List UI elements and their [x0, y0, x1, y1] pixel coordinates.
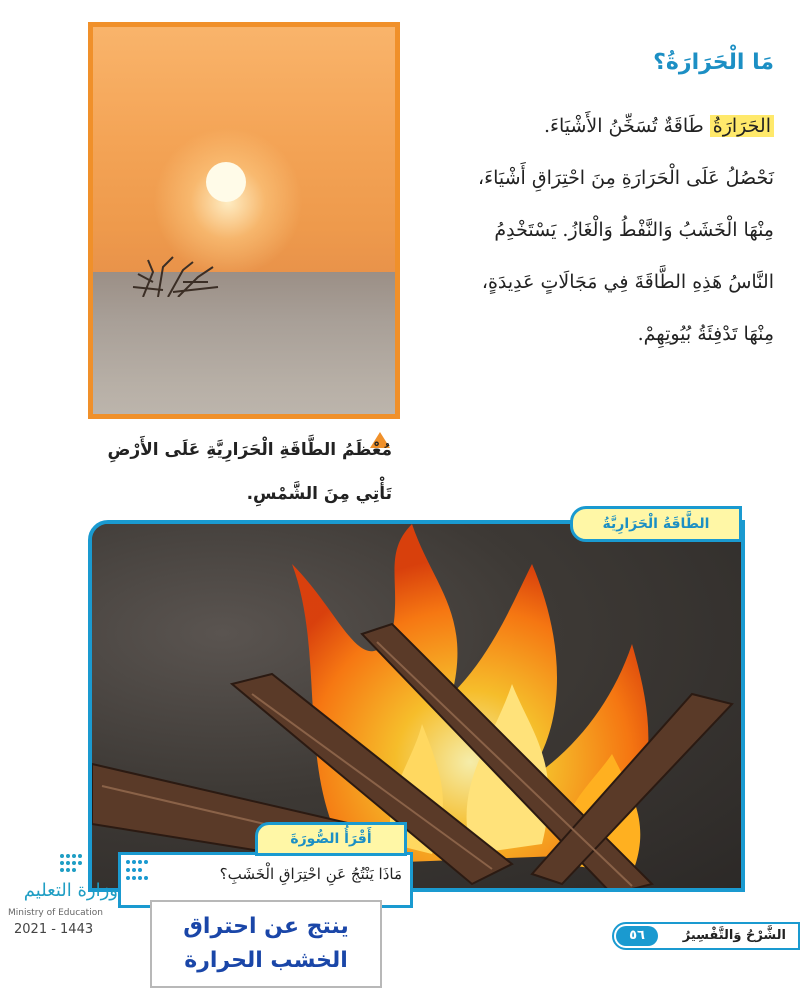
photo-caption — [62, 428, 392, 516]
body-line5: مِنْهَا تَدْفِئَةُ بُيُوتِهِمْ. — [637, 323, 774, 345]
answer-line1: ينتج عن احتراق — [183, 914, 349, 939]
sun-icon — [206, 162, 246, 202]
body-line4: النَّاسُ هَذِهِ الطَّاقَةَ فِي مَجَالَاتٍ عَدِيدَةٍ، — [481, 271, 774, 293]
photo-caption-line2: تَأْتِي مِنَ الشَّمْسِ. — [246, 484, 392, 504]
answer-text — [150, 910, 382, 978]
campfire-illustration — [92, 524, 745, 892]
body-line3: مِنْهَا الْخَشَبُ وَالنَّفْطُ وَالْغَازُ. يَسْتَخْدِمُ — [494, 219, 774, 241]
edition-year: 2021 - 1443 — [14, 922, 94, 937]
ministry-logo-icon — [58, 852, 88, 874]
lesson-heading: مَا الْحَرَارَةُ؟ — [653, 50, 774, 75]
campfire-photo — [88, 520, 745, 892]
section-tag: الطَّاقَةُ الْحَرَارِيَّةُ — [570, 506, 742, 542]
body-line2: نَحْصُلُ عَلَى الْحَرَارَةِ مِنَ احْتِرَاقِ أَشْيَاءَ، — [478, 167, 774, 189]
ministry-name-english: Ministry of Education — [8, 908, 103, 918]
sunset-photo — [88, 22, 400, 419]
page-number: ٥٦ — [616, 926, 658, 946]
read-picture-tag: أَقْرَأُ الصُّورَةَ — [255, 822, 407, 856]
photo-caption-line1: مُعْظَمُ الطَّاقَةِ الْحَرَارِيَّةِ عَلَى الأَرْضِ — [107, 440, 392, 460]
dots-logo-icon — [124, 858, 154, 882]
footer-section-label: الشَّرْحُ وَالتَّفْسِيرُ — [682, 928, 786, 943]
shrub-icon — [123, 252, 233, 297]
highlighted-term: الحَرَارَةُ — [710, 115, 774, 137]
read-picture-question: مَاذَا يَنْتُجُ عَنِ احْتِرَاقِ الْخَشَبِ؟ — [219, 865, 402, 883]
ministry-name-arabic: وزارة التعليم — [23, 880, 118, 901]
body-line1 — [414, 100, 774, 152]
answer-line2: الخشب الحرارة — [184, 948, 348, 973]
body-line1-rest: طَاقَةٌ تُسَخِّنُ الأَشْيَاءَ. — [543, 115, 710, 137]
lesson-body — [414, 100, 774, 360]
